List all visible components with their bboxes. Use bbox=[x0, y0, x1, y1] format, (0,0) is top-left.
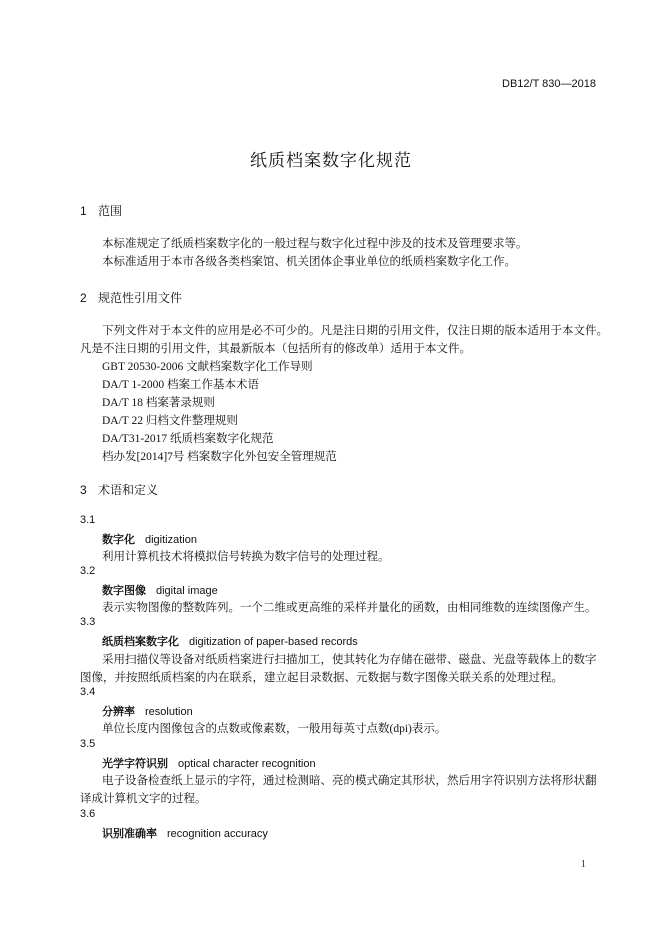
term-definition: 采用扫描仪等设备对纸质档案进行扫描加工，使其转化为存储在磁带、磁盘、光盘等载体上的数字 bbox=[102, 654, 597, 666]
term-definition: 单位长度内图像包含的点数或像素数，一般用每英寸点数(dpi)表示。 bbox=[102, 723, 447, 735]
term-english: resolution bbox=[145, 706, 193, 718]
reference-item: GBT 20530-2006 文献档案数字化工作导则 bbox=[102, 361, 313, 373]
term-english: recognition accuracy bbox=[167, 828, 268, 840]
term-number: 3.4 bbox=[80, 686, 96, 698]
scope-paragraph-1: 本标准规定了纸质档案数字化的一般过程与数字化过程中涉及的技术及管理要求等。 bbox=[102, 238, 528, 250]
term-definition: 电子设备检查纸上显示的字符，通过检测暗、亮的模式确定其形状，然后用字符识别方法将形状翻 bbox=[102, 775, 597, 787]
section-title: 术语和定义 bbox=[98, 483, 159, 497]
term-english: digitization bbox=[145, 534, 197, 546]
term-chinese: 数字化 bbox=[102, 534, 135, 546]
term-number: 3.3 bbox=[80, 616, 96, 628]
term-number: 3.5 bbox=[80, 738, 96, 750]
term-chinese: 识别准确率 bbox=[102, 828, 157, 840]
term-heading bbox=[102, 582, 218, 598]
term-heading bbox=[102, 531, 197, 547]
reference-item: DA/T 22 归档文件整理规则 bbox=[102, 415, 238, 427]
term-heading bbox=[102, 825, 268, 841]
term-english: digital image bbox=[156, 585, 218, 597]
section-heading-scope bbox=[80, 202, 122, 219]
document-number: DB12/T 830—2018 bbox=[502, 78, 596, 90]
term-english: digitization of paper-based records bbox=[189, 636, 358, 648]
term-definition: 表示实物图像的整数阵列。一个二维或更高维的采样并量化的函数，由相同维数的连续图像产生。 bbox=[102, 602, 597, 614]
section-title: 规范性引用文件 bbox=[98, 291, 183, 305]
references-intro-line-2: 凡是不注日期的引用文件，其最新版本（包括所有的修改单）适用于本文件。 bbox=[80, 343, 471, 355]
term-definition-continued: 译成计算机文字的过程。 bbox=[80, 793, 207, 805]
reference-item: DA/T 18 档案著录规则 bbox=[102, 397, 215, 409]
reference-item: DA/T31-2017 纸质档案数字化规范 bbox=[102, 433, 274, 445]
term-number: 3.6 bbox=[80, 808, 96, 820]
reference-item: DA/T 1-2000 档案工作基本术语 bbox=[102, 379, 259, 391]
term-chinese: 纸质档案数字化 bbox=[102, 636, 179, 648]
page-number: 1 bbox=[580, 858, 586, 870]
scope-paragraph-2: 本标准适用于本市各级各类档案馆、机关团体企事业单位的纸质档案数字化工作。 bbox=[102, 256, 516, 268]
term-heading bbox=[102, 755, 316, 771]
term-chinese: 分辨率 bbox=[102, 706, 135, 718]
page-title: 纸质档案数字化规范 bbox=[250, 151, 412, 170]
term-heading bbox=[102, 703, 193, 719]
term-heading bbox=[102, 633, 358, 649]
reference-item: 档办发[2014]7号 档案数字化外包安全管理规范 bbox=[102, 451, 337, 463]
term-number: 3.2 bbox=[80, 565, 96, 577]
term-chinese: 数字图像 bbox=[102, 585, 146, 597]
term-chinese: 光学字符识别 bbox=[102, 758, 168, 770]
term-english: optical character recognition bbox=[178, 758, 316, 770]
section-heading-references bbox=[80, 289, 182, 306]
references-intro-line-1: 下列文件对于本文件的应用是必不可少的。凡是注日期的引用文件，仅注日期的版本适用于本文件。 bbox=[102, 325, 608, 337]
section-heading-terms bbox=[80, 481, 158, 498]
term-number: 3.1 bbox=[80, 514, 96, 526]
term-definition: 利用计算机技术将模拟信号转换为数字信号的处理过程。 bbox=[102, 551, 390, 563]
term-definition-continued: 图像，并按照纸质档案的内在联系，建立起目录数据、元数据与数字图像关联关系的处理过程。 bbox=[80, 672, 563, 684]
section-number: 2 bbox=[80, 291, 87, 305]
section-title: 范围 bbox=[98, 204, 123, 218]
section-number: 1 bbox=[80, 204, 87, 218]
section-number: 3 bbox=[80, 483, 87, 497]
